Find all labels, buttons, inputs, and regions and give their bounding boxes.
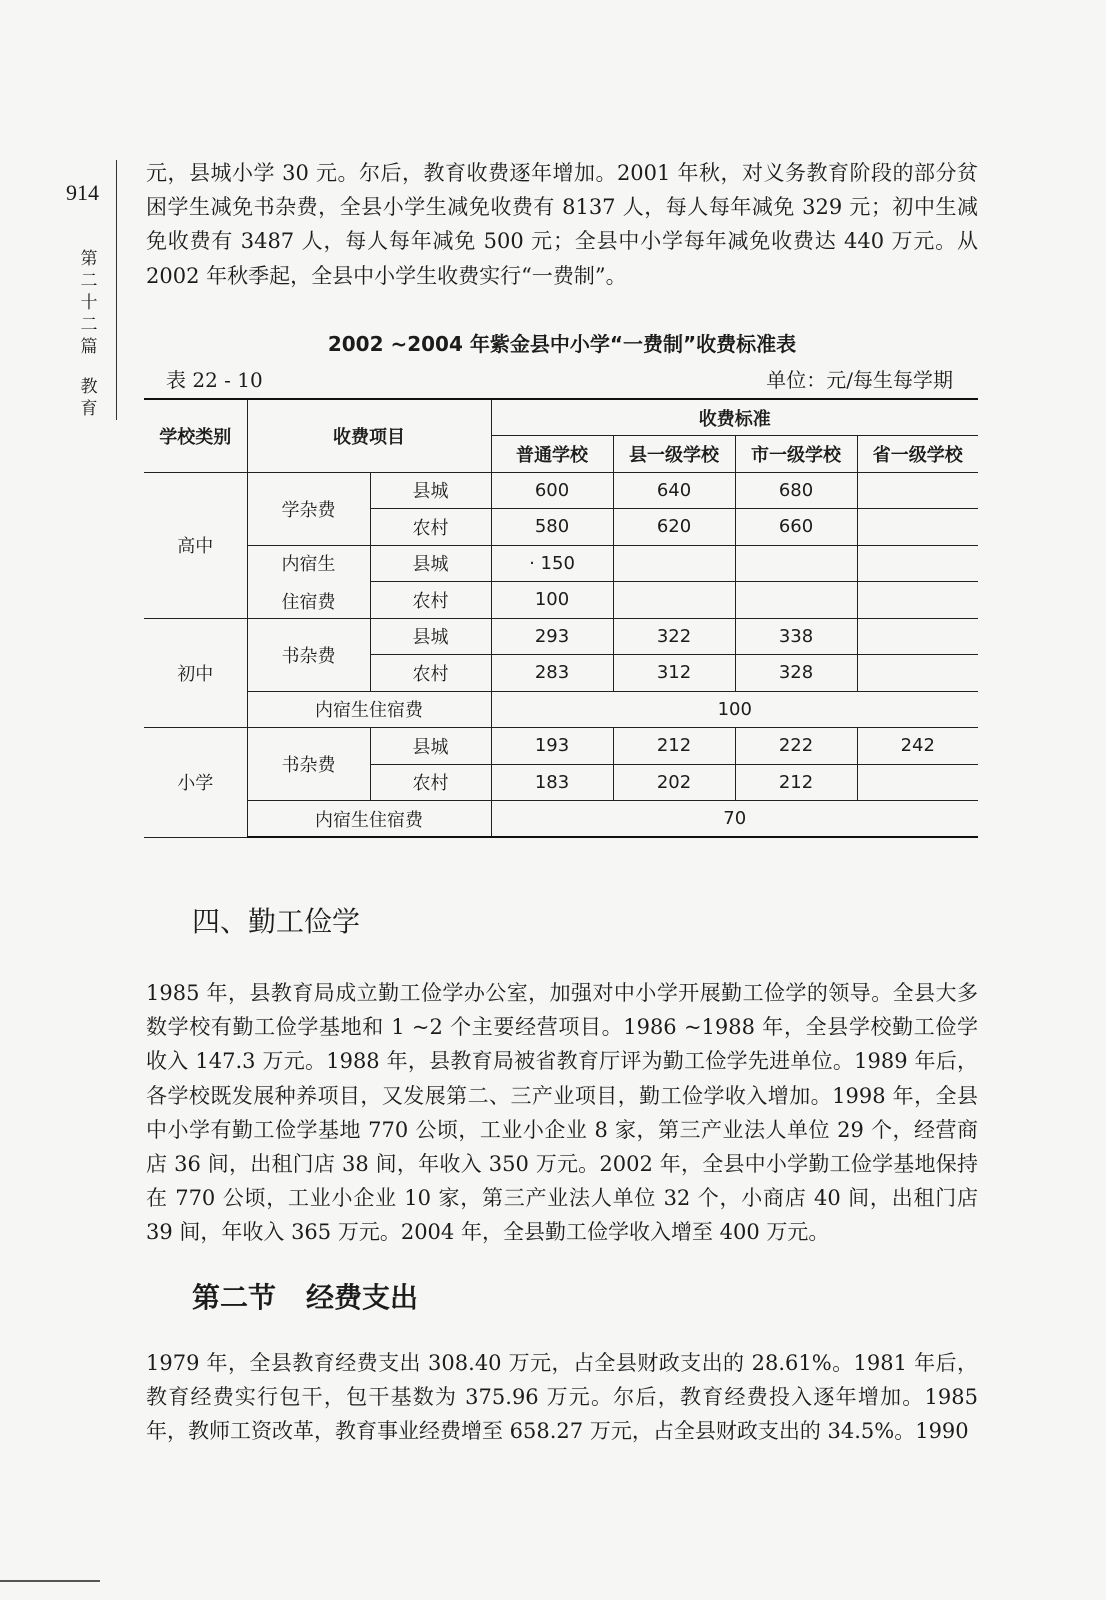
value-cell: 580 (491, 509, 613, 546)
value-cell (857, 655, 978, 692)
value-cell: 640 (613, 472, 735, 509)
value-cell: 283 (491, 655, 613, 692)
location-cell: 农村 (370, 764, 491, 801)
table-row (144, 801, 978, 838)
table-row (144, 545, 978, 582)
value-cell (857, 472, 978, 509)
running-head-char: 第 (80, 249, 98, 269)
header-standard: 收费标准 (491, 399, 978, 436)
value-cell: 660 (735, 509, 857, 546)
table-title: 2002 ~2004 年紫金县中小学“一费制”收费标准表 (327, 332, 797, 356)
group-cell: 小学 (144, 728, 247, 838)
value-cell (857, 545, 978, 582)
location-cell: 县城 (370, 545, 491, 582)
header-level: 市一级学校 (735, 436, 857, 473)
group-cell: 高中 (144, 472, 247, 618)
table-row (144, 472, 978, 509)
value-cell (613, 545, 735, 582)
group-cell: 初中 (144, 618, 247, 728)
value-cell: 202 (613, 764, 735, 801)
table-row (144, 691, 978, 728)
fee-standard-table (144, 398, 978, 838)
value-cell: 183 (491, 764, 613, 801)
table-row (144, 728, 978, 765)
running-head-spacer (78, 358, 100, 376)
value-cell (857, 618, 978, 655)
location-cell: 县城 (370, 472, 491, 509)
location-cell: 农村 (370, 655, 491, 692)
value-cell: 222 (735, 728, 857, 765)
value-cell: 680 (735, 472, 857, 509)
item-cell (247, 545, 370, 618)
value-cell (857, 582, 978, 619)
value-cell: 212 (735, 764, 857, 801)
running-head-char: 二 (80, 271, 98, 291)
margin-rule (116, 160, 117, 420)
table-number: 表 22 - 10 (166, 368, 263, 392)
value-cell: 328 (735, 655, 857, 692)
header-level: 县一级学校 (613, 436, 735, 473)
chapter-label: 第二节 (192, 1281, 277, 1314)
location-cell: 农村 (370, 582, 491, 619)
running-head (78, 248, 100, 420)
chapter-heading (192, 1276, 418, 1316)
paragraph-funding: 1979 年，全县教育经费支出 308.40 万元，占全县财政支出的 28.61%。1981 年后，教育经费实行包干，包干基数为 375.96 万元。尔后，教育经费投入逐年增加。1985 年，教师工资改革，教育事业经费增至 658.27 万元，占全县财政支出的 34.5%。1990 (146, 1351, 978, 1444)
value-cell: 100 (491, 691, 978, 728)
location-cell: 农村 (370, 509, 491, 546)
table-unit: 单位：元/每生每学期 (766, 368, 953, 392)
location-cell: 县城 (370, 728, 491, 765)
item-label-line: 内宿生 (281, 553, 336, 575)
header-level: 省一级学校 (857, 436, 978, 473)
item-cell: 内宿生住宿费 (247, 691, 491, 728)
value-cell: 212 (613, 728, 735, 765)
item-cell: 内宿生住宿费 (247, 801, 491, 838)
value-cell: 242 (857, 728, 978, 765)
value-cell: 322 (613, 618, 735, 655)
value-cell (857, 764, 978, 801)
value-cell (735, 582, 857, 619)
item-cell: 书杂费 (247, 728, 370, 801)
running-head-char: 篇 (80, 337, 98, 357)
value-cell (857, 509, 978, 546)
item-label-line: 住宿费 (281, 591, 336, 613)
table-header-row (144, 399, 978, 436)
value-cell (613, 582, 735, 619)
value-cell: 620 (613, 509, 735, 546)
location-cell: 县城 (370, 618, 491, 655)
value-cell: 70 (491, 801, 978, 838)
running-head-char: 育 (80, 399, 98, 419)
value-cell: 312 (613, 655, 735, 692)
chapter-title: 经费支出 (306, 1281, 419, 1314)
item-cell: 书杂费 (247, 618, 370, 691)
value-cell: 600 (491, 472, 613, 509)
value-cell (735, 545, 857, 582)
header-school-type: 学校类别 (144, 399, 247, 472)
running-head-char: 二 (80, 315, 98, 335)
section-heading: 四、勤工俭学 (192, 905, 361, 938)
paragraph-intro: 元，县城小学 30 元。尔后，教育收费逐年增加。2001 年秋，对义务教育阶段的部分贫困学生减免书杂费，全县小学生减免收费有 8137 人，每人每年减免 329 元；初中生减免收费有 3487 人，每人每年减免 500 元；全县中小学每年减免收费达 440 万元。从 2002 年秋季起，全县中小学生收费实行“一费制”。 (146, 161, 978, 288)
footer-rule (0, 1580, 100, 1582)
value-cell: 193 (491, 728, 613, 765)
running-head-char: 十 (80, 293, 98, 313)
running-head-char: 教 (80, 377, 98, 397)
value-cell: · 150 (491, 545, 613, 582)
table-row (144, 618, 978, 655)
value-cell: 293 (491, 618, 613, 655)
header-level: 普通学校 (491, 436, 613, 473)
item-cell: 学杂费 (247, 472, 370, 545)
value-cell: 100 (491, 582, 613, 619)
value-cell: 338 (735, 618, 857, 655)
paragraph-work-study: 1985 年，县教育局成立勤工俭学办公室，加强对中小学开展勤工俭学的领导。全县大多数学校有勤工俭学基地和 1 ~2 个主要经营项目。1986 ~1988 年，全县学校勤工俭学收入 147.3 万元。1988 年，县教育局被省教育厅评为勤工俭学先进单位。1989 年后，各学校既发展种养项目，又发展第二、三产业项目，勤工俭学收入增加。1998 年，全县中小学有勤工俭学基地 770 公顷，工业小企业 8 家，第三产业法人单位 29 个，经营商店 36 间，出租门店 38 间，年收入 350 万元。2002 年，全县中小学勤工俭学基地保持在 770 公顷，工业小企业 10 家，第三产业法人单位 32 个，小商店 40 间，出租门店 39 间，年收入 365 万元。2004 年，全县勤工俭学收入增至 400 万元。 (146, 981, 978, 1245)
header-fee-item: 收费项目 (247, 399, 491, 472)
page-number: 914 (66, 180, 99, 205)
